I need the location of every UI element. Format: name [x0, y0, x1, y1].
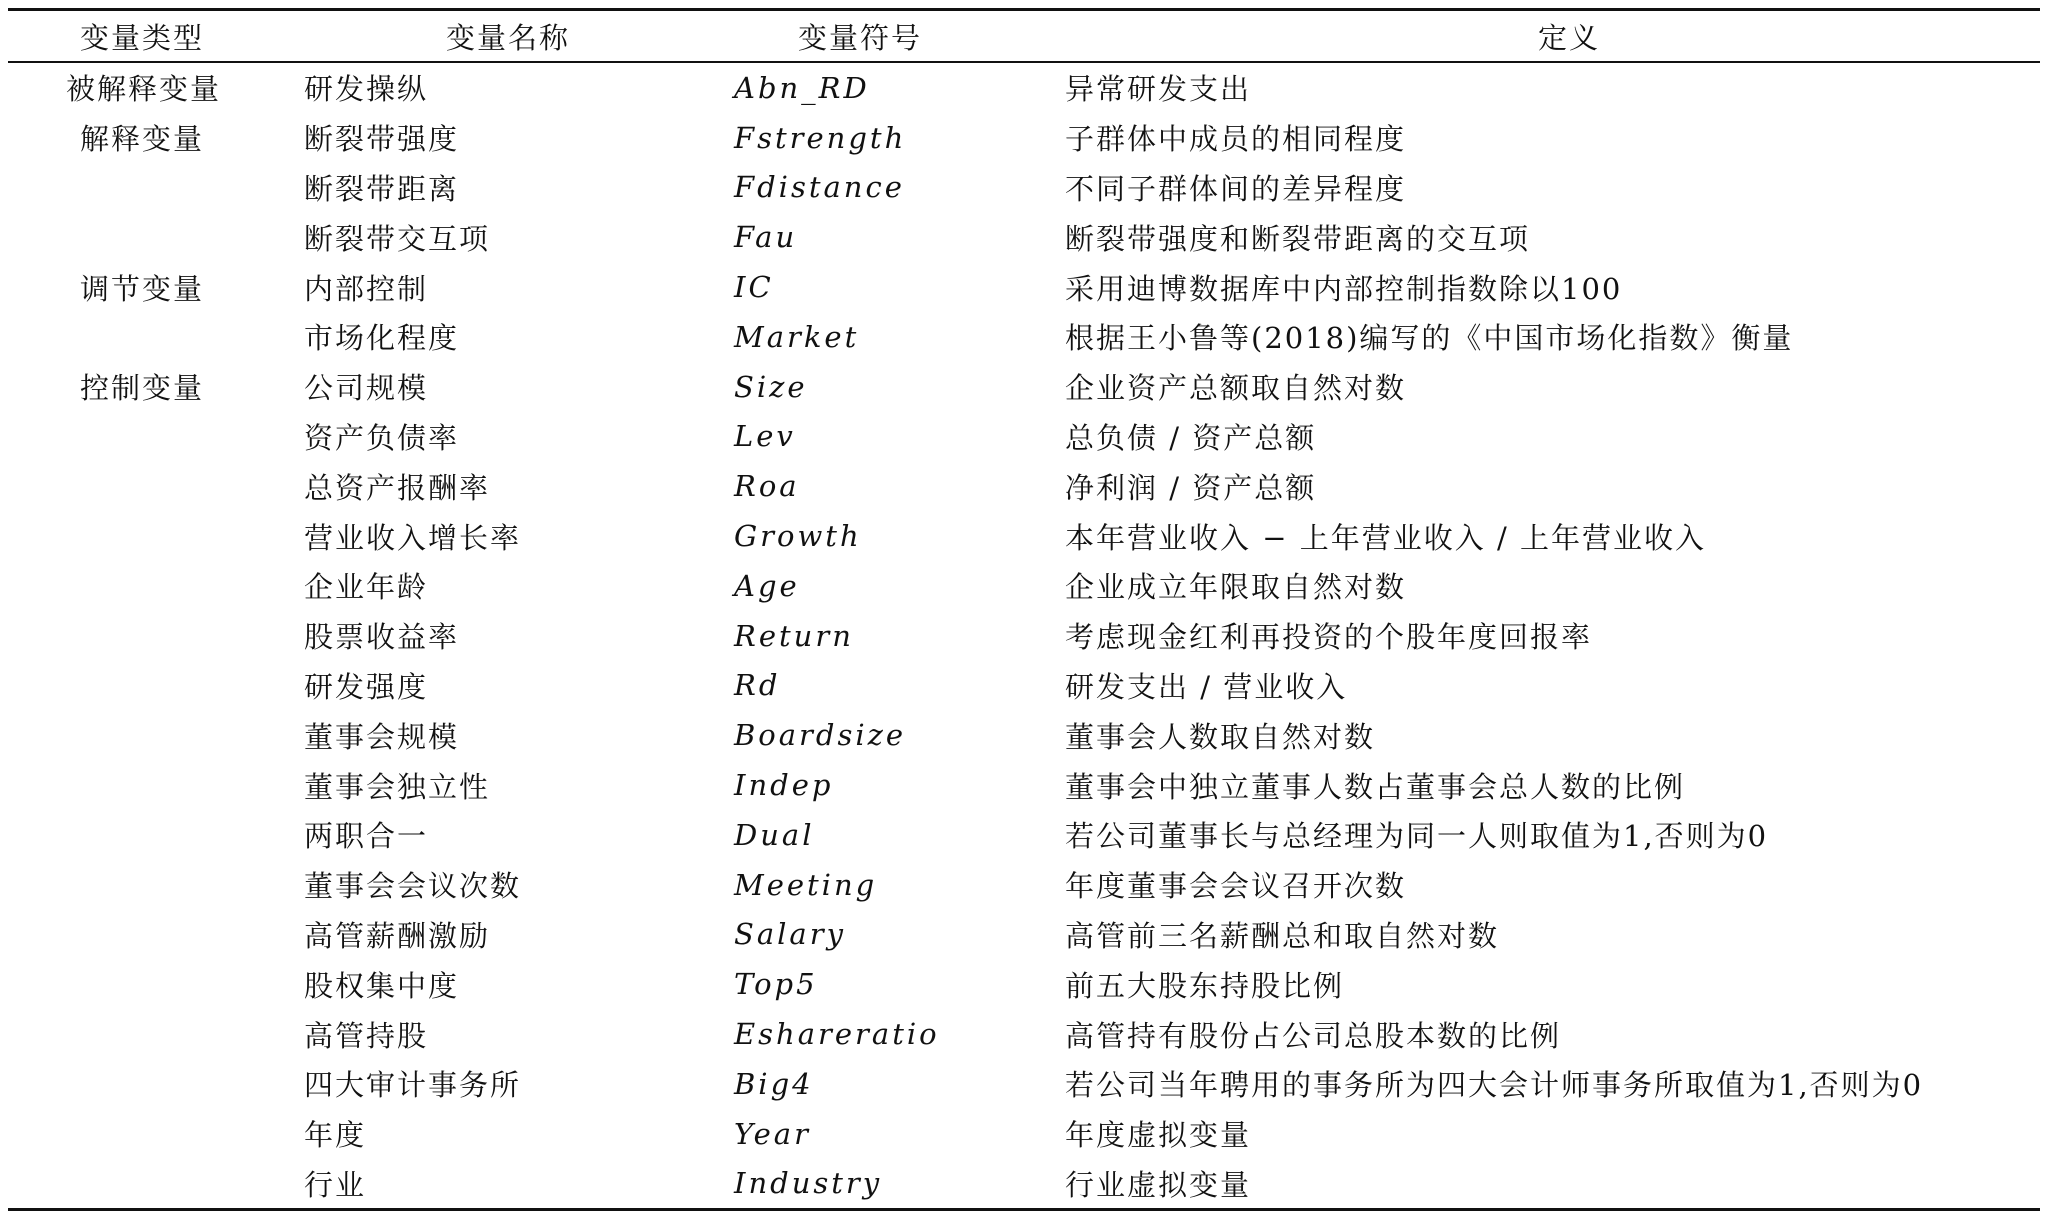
- cell-variable-name: 高管持股: [304, 1018, 429, 1053]
- cell-variable-type: [8, 760, 304, 810]
- cell-definition: 不同子群体间的差异程度: [1065, 171, 1407, 206]
- cell-variable-symbol: Top5: [734, 967, 818, 1002]
- header-variable-name: 变量名称: [446, 20, 571, 55]
- cell-definition: 根据王小鲁等(2018)编写的《中国市场化指数》衡量: [1065, 321, 1794, 356]
- table-row: [8, 412, 2040, 462]
- cell-variable-symbol: Age: [734, 568, 800, 603]
- cell-variable-symbol: Dual: [734, 817, 815, 852]
- header-variable-symbol: 变量符号: [798, 20, 923, 55]
- cell-variable-type: [8, 1009, 304, 1059]
- cell-variable-type: [8, 661, 304, 711]
- cell-definition: 高管前三名薪酬总和取自然对数: [1065, 918, 1500, 953]
- table-row: [8, 461, 2040, 511]
- cell-variable-type: [8, 910, 304, 960]
- cell-variable-name: 研发强度: [304, 669, 429, 704]
- cell-variable-symbol: Market: [734, 319, 860, 354]
- cell-definition: 若公司当年聘用的事务所为四大会计师事务所取值为1,否则为0: [1065, 1068, 1924, 1103]
- cell-variable-type: [8, 959, 304, 1009]
- table-row: [8, 959, 2040, 1009]
- cell-definition: 异常研发支出: [1065, 72, 1252, 107]
- cell-variable-name: 断裂带交互项: [304, 221, 491, 256]
- cell-definition: 年度董事会会议召开次数: [1065, 869, 1407, 904]
- cell-variable-name: 股票收益率: [304, 620, 460, 655]
- cell-definition: 考虑现金红利再投资的个股年度回报率: [1065, 620, 1593, 655]
- table-row: [8, 1109, 2040, 1159]
- cell-variable-name: 断裂带距离: [304, 171, 460, 206]
- cell-variable-symbol: Big4: [734, 1066, 814, 1101]
- cell-variable-type: [8, 810, 304, 860]
- cell-variable-type: [8, 1109, 304, 1159]
- cell-variable-name: 董事会独立性: [304, 769, 491, 804]
- cell-variable-name: 四大审计事务所: [304, 1068, 522, 1103]
- cell-definition: 企业资产总额取自然对数: [1065, 371, 1407, 406]
- table-row: [8, 1009, 2040, 1059]
- cell-variable-symbol: Growth: [734, 519, 862, 554]
- table-row: [8, 163, 2040, 213]
- cell-variable-name: 总资产报酬率: [304, 470, 491, 505]
- cell-variable-name: 股权集中度: [304, 968, 460, 1003]
- cell-variable-name: 行业: [304, 1167, 367, 1202]
- cell-variable-type: [8, 860, 304, 910]
- cell-variable-name: 两职合一: [304, 819, 429, 854]
- header-definition: 定义: [1538, 20, 1601, 55]
- table-row: [8, 760, 2040, 810]
- cell-variable-symbol: Roa: [734, 469, 800, 504]
- table-row: [8, 262, 2040, 312]
- cell-definition: 年度虚拟变量: [1065, 1118, 1252, 1153]
- cell-variable-symbol: Indep: [734, 768, 834, 803]
- cell-variable-type: [8, 212, 304, 262]
- cell-variable-symbol: Return: [734, 618, 854, 653]
- cell-definition: 总负债 / 资产总额: [1065, 420, 1317, 455]
- cell-definition: 本年营业收入 − 上年营业收入 / 上年营业收入: [1065, 520, 1706, 555]
- cell-definition: 董事会人数取自然对数: [1065, 719, 1376, 754]
- cell-variable-name: 年度: [304, 1118, 367, 1153]
- cell-definition: 董事会中独立董事人数占董事会总人数的比例: [1065, 769, 1686, 804]
- table-row: [8, 1159, 2040, 1210]
- cell-variable-symbol: Industry: [734, 1166, 883, 1201]
- cell-definition: 前五大股东持股比例: [1065, 968, 1345, 1003]
- table-row: [8, 810, 2040, 860]
- cell-variable-symbol: Eshareratio: [734, 1017, 940, 1052]
- cell-definition: 研发支出 / 营业收入: [1065, 669, 1348, 704]
- cell-definition: 高管持有股份占公司总股本数的比例: [1065, 1018, 1562, 1053]
- cell-definition: 子群体中成员的相同程度: [1065, 122, 1407, 157]
- table-row: [8, 611, 2040, 661]
- cell-variable-name: 研发操纵: [304, 72, 429, 107]
- cell-variable-type: 控制变量: [80, 371, 205, 406]
- cell-definition: 净利润 / 资产总额: [1065, 470, 1317, 505]
- cell-variable-symbol: Meeting: [734, 867, 878, 902]
- cell-variable-name: 断裂带强度: [304, 122, 460, 157]
- cell-variable-name: 市场化程度: [304, 321, 460, 356]
- cell-variable-type: [8, 561, 304, 611]
- table-row: [8, 511, 2040, 561]
- cell-definition: 若公司董事长与总经理为同一人则取值为1,否则为0: [1065, 819, 1769, 854]
- cell-variable-type: [8, 412, 304, 462]
- cell-variable-name: 董事会会议次数: [304, 869, 522, 904]
- table-header: [8, 10, 2040, 63]
- cell-definition: 断裂带强度和断裂带距离的交互项: [1065, 221, 1531, 256]
- header-variable-type: 变量类型: [80, 20, 205, 55]
- cell-variable-name: 营业收入增长率: [304, 520, 522, 555]
- cell-variable-name: 公司规模: [304, 371, 429, 406]
- cell-variable-type: [8, 511, 304, 561]
- cell-variable-type: [8, 710, 304, 760]
- table-row: [8, 710, 2040, 760]
- cell-definition: 行业虚拟变量: [1065, 1167, 1252, 1202]
- table-row: [8, 860, 2040, 910]
- variable-definition-table-page: [8, 8, 2040, 1211]
- cell-variable-name: 内部控制: [304, 271, 429, 306]
- table-row: [8, 212, 2040, 262]
- table-row: [8, 910, 2040, 960]
- header-row: [8, 10, 2040, 63]
- cell-variable-symbol: Abn_RD: [734, 70, 870, 105]
- cell-variable-symbol: Fstrength: [734, 120, 907, 155]
- table-row: [8, 113, 2040, 163]
- cell-variable-type: [8, 1159, 304, 1210]
- cell-variable-type: 被解释变量: [66, 72, 222, 107]
- cell-variable-symbol: Boardsize: [734, 718, 907, 753]
- cell-variable-symbol: Year: [734, 1116, 811, 1151]
- cell-variable-symbol: Lev: [734, 419, 796, 454]
- cell-variable-name: 高管薪酬激励: [304, 918, 491, 953]
- cell-definition: 企业成立年限取自然对数: [1065, 570, 1407, 605]
- table-row: [8, 1059, 2040, 1109]
- table-row: [8, 561, 2040, 611]
- cell-variable-symbol: Size: [734, 369, 808, 404]
- table-row: [8, 312, 2040, 362]
- cell-variable-type: [8, 312, 304, 362]
- cell-variable-type: 调节变量: [80, 271, 205, 306]
- cell-variable-symbol: IC: [734, 270, 774, 305]
- cell-variable-type: [8, 1059, 304, 1109]
- cell-variable-type: 解释变量: [80, 122, 205, 157]
- cell-variable-symbol: Fdistance: [734, 170, 905, 205]
- cell-variable-symbol: Rd: [734, 668, 781, 703]
- variable-definition-table: [8, 8, 2040, 1211]
- table-row: [8, 62, 2040, 113]
- cell-variable-type: [8, 461, 304, 511]
- cell-variable-name: 企业年龄: [304, 570, 429, 605]
- cell-definition: 采用迪博数据库中内部控制指数除以100: [1065, 271, 1623, 306]
- cell-variable-name: 董事会规模: [304, 719, 460, 754]
- cell-variable-symbol: Salary: [734, 917, 846, 952]
- table-row: [8, 661, 2040, 711]
- cell-variable-name: 资产负债率: [304, 420, 460, 455]
- cell-variable-type: [8, 611, 304, 661]
- table-body: [8, 62, 2040, 1210]
- cell-variable-type: [8, 163, 304, 213]
- table-row: [8, 362, 2040, 412]
- cell-variable-symbol: Fau: [734, 220, 798, 255]
